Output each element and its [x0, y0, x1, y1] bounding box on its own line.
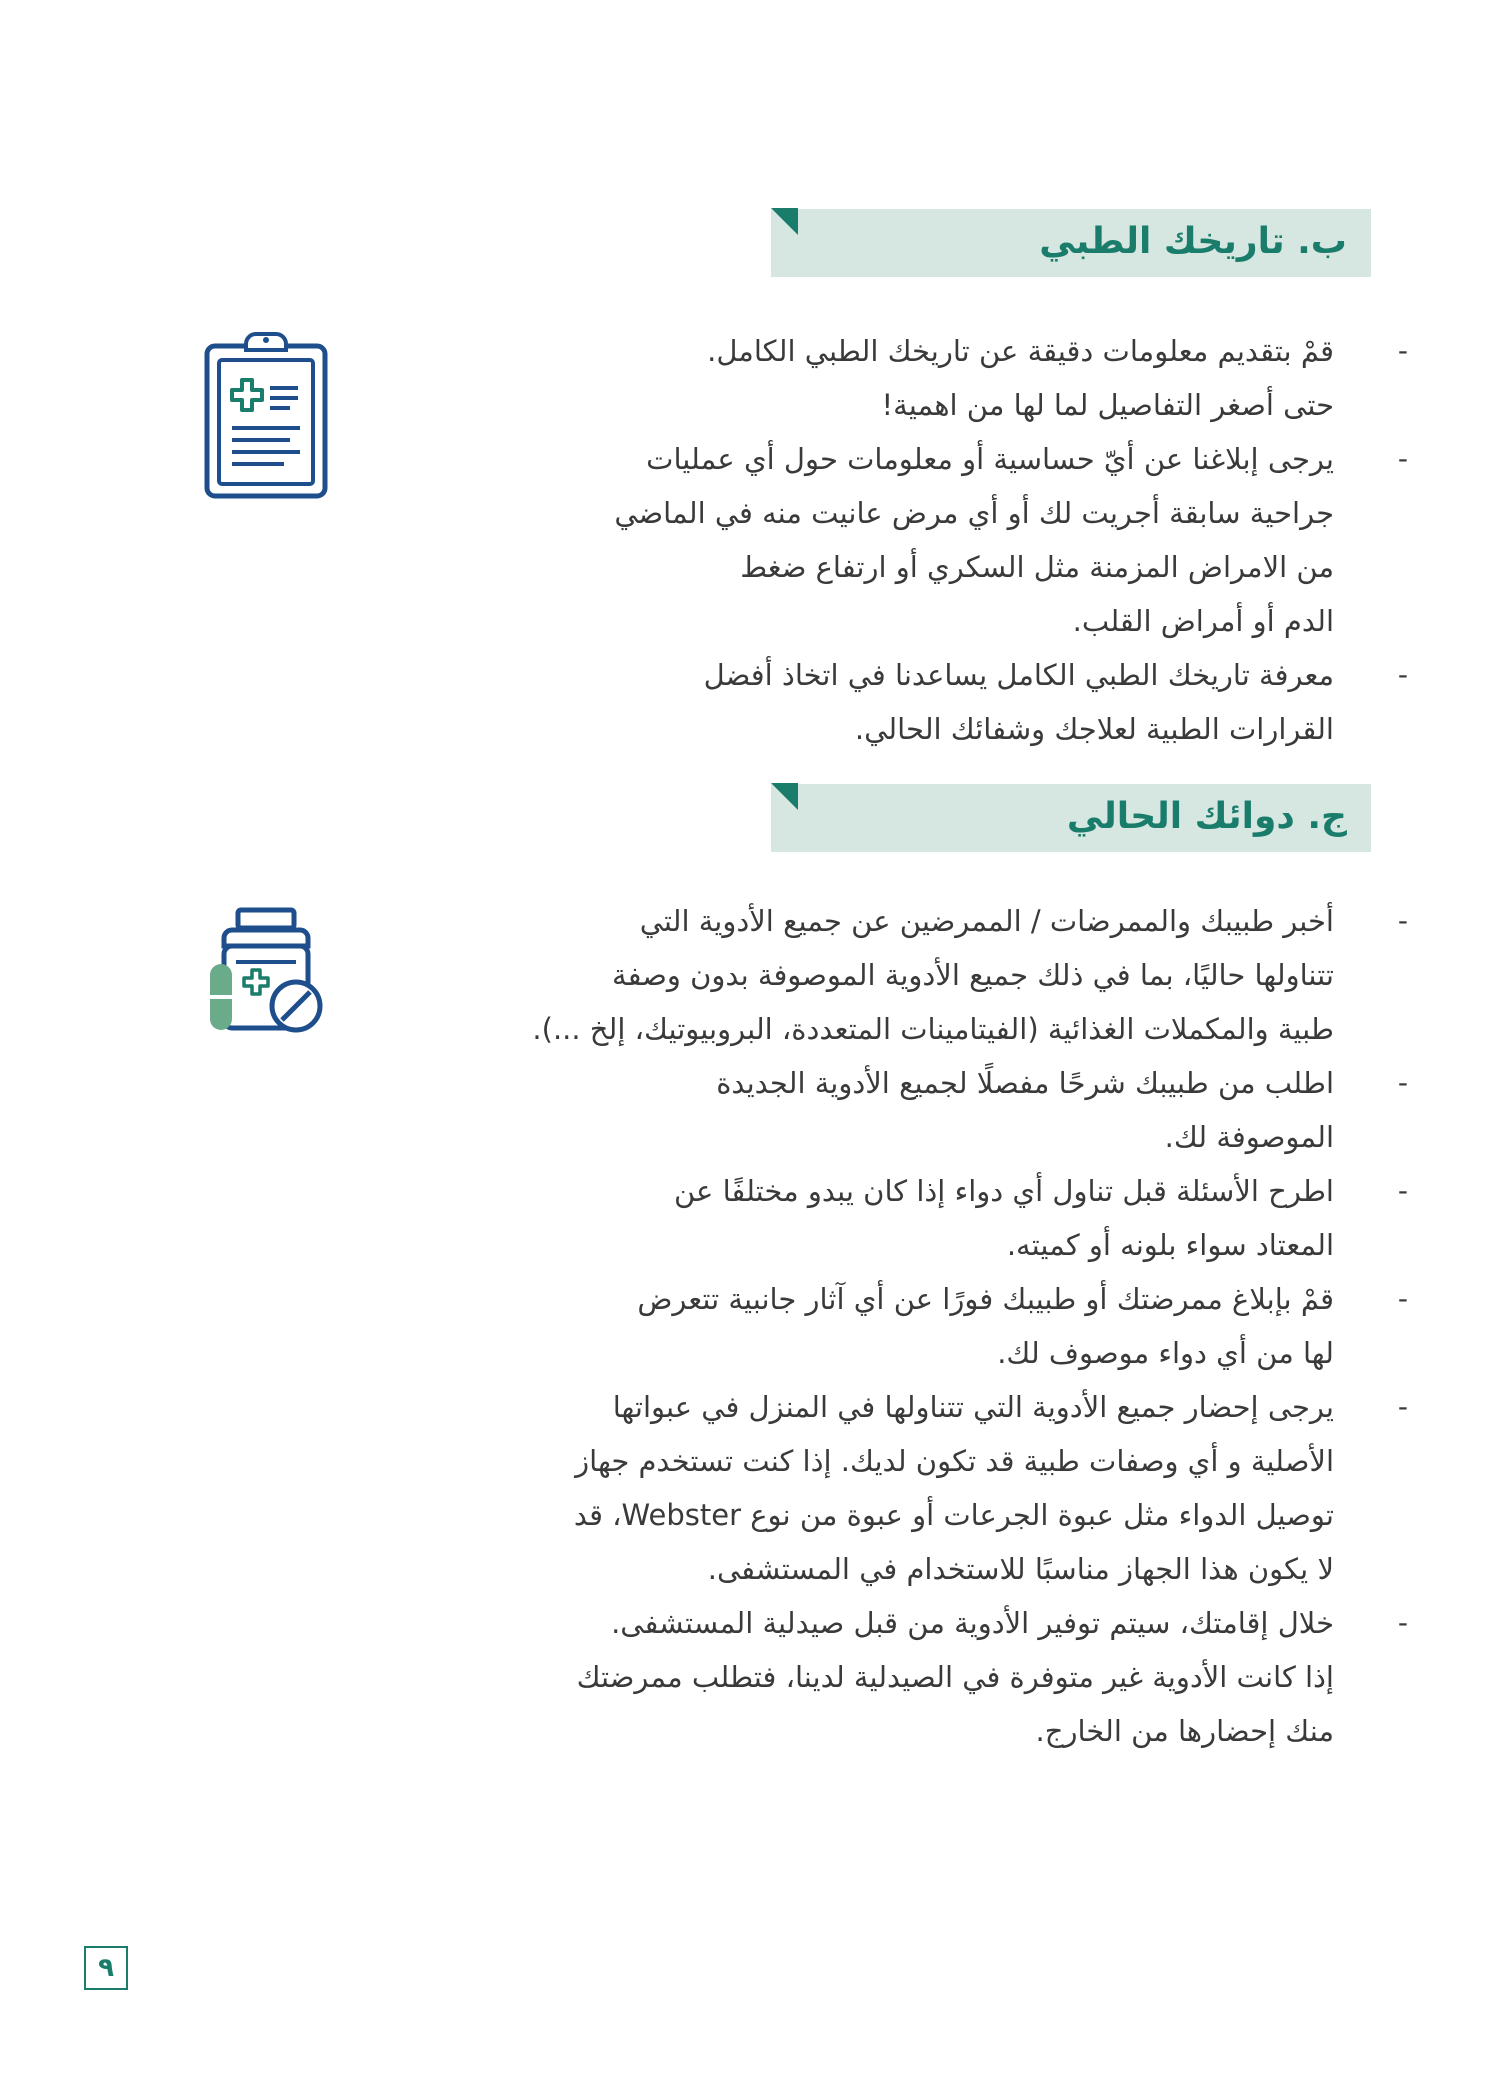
- list-marker: -: [1397, 904, 1408, 937]
- list-line: لا يكون هذا الجهاز مناسبًا للاستخدام في المستشفى.: [707, 1552, 1334, 1586]
- section-title: ج. دوائك الحالي: [1066, 796, 1347, 837]
- section-header-current-medication: [771, 784, 1371, 852]
- list-marker: -: [1397, 1066, 1408, 1099]
- medical-history-list: [614, 324, 1408, 756]
- list-item: [532, 894, 1408, 1056]
- list-line: الأصلية و أي وصفات طبية قد تكون لديك. إذا كنت تستخدم جهاز: [575, 1444, 1334, 1478]
- list-marker: -: [1397, 1606, 1408, 1639]
- list-item: [532, 1596, 1408, 1758]
- list-line: قمْ بتقديم معلومات دقيقة عن تاريخك الطبي الكامل.: [707, 334, 1334, 368]
- list-line: القرارات الطبية لعلاجك وشفائك الحالي.: [854, 712, 1334, 746]
- section-title: ب. تاريخك الطبي: [1039, 221, 1347, 262]
- list-line: جراحية سابقة أجريت لك أو أي مرض عانيت منه في الماضي: [614, 496, 1334, 530]
- list-marker: -: [1397, 1390, 1408, 1423]
- list-item: [532, 1056, 1408, 1164]
- list-marker: -: [1397, 334, 1408, 367]
- list-marker: -: [1397, 658, 1408, 691]
- list-line: خلال إقامتك، سيتم توفير الأدوية من قبل صيدلية المستشفى.: [611, 1606, 1334, 1640]
- list-line: الموصوفة لك.: [1164, 1120, 1334, 1154]
- list-line: من الامراض المزمنة مثل السكري أو ارتفاع ضغط: [740, 550, 1334, 584]
- section-header-medical-history: [771, 209, 1371, 277]
- list-item: [532, 1380, 1408, 1596]
- list-item: [614, 324, 1408, 432]
- list-line: يرجى إحضار جميع الأدوية التي تتناولها في المنزل في عبواتها: [612, 1390, 1334, 1424]
- list-line: منك إحضارها من الخارج.: [1035, 1714, 1334, 1748]
- list-item: [532, 1164, 1408, 1272]
- list-line: اطرح الأسئلة قبل تناول أي دواء إذا كان يبدو مختلفًا عن: [673, 1174, 1334, 1208]
- list-line: يرجى إبلاغنا عن أيّ حساسية أو معلومات حول أي عمليات: [646, 442, 1334, 476]
- current-medication-list: [532, 894, 1408, 1758]
- list-line: تتناولها حاليًا، بما في ذلك جميع الأدوية الموصوفة بدون وصفة: [612, 958, 1334, 992]
- list-item: [614, 432, 1408, 648]
- list-line: إذا كانت الأدوية غير متوفرة في الصيدلية لدينا، فتطلب ممرضتك: [576, 1660, 1334, 1694]
- list-line: حتى أصغر التفاصيل لما لها من اهمية!: [881, 388, 1334, 422]
- list-marker: -: [1397, 442, 1408, 475]
- list-marker: -: [1397, 1282, 1408, 1315]
- header-corner-triangle: [771, 783, 798, 810]
- list-line: المعتاد سواء بلونه أو كميته.: [1006, 1228, 1334, 1262]
- medicine-bottle-icon: [208, 904, 330, 1034]
- clipboard-medical-icon: [204, 328, 328, 500]
- list-line: اطلب من طبيبك شرحًا مفصلًا لجميع الأدوية الجديدة: [716, 1066, 1334, 1100]
- list-line: أخبر طبيبك والممرضات / الممرضين عن جميع الأدوية التي: [639, 904, 1334, 938]
- list-line: طبية والمكملات الغذائية (الفيتامينات المتعددة، البروبيوتيك، إلخ ...).: [532, 1012, 1334, 1046]
- list-line: قمْ بإبلاغ ممرضتك أو طبيبك فورًا عن أي آثار جانبية تتعرض: [637, 1282, 1334, 1316]
- list-line: لها من أي دواء موصوف لك.: [997, 1336, 1334, 1370]
- list-marker: -: [1397, 1174, 1408, 1207]
- page-number: ٩: [84, 1946, 128, 1990]
- list-item: [614, 648, 1408, 756]
- list-line: الدم أو أمراض القلب.: [1072, 604, 1334, 638]
- list-line: معرفة تاريخك الطبي الكامل يساعدنا في اتخاذ أفضل: [703, 658, 1334, 692]
- list-line: توصيل الدواء مثل عبوة الجرعات أو عبوة من نوع Webster، قد: [573, 1498, 1334, 1532]
- list-item: [532, 1272, 1408, 1380]
- header-corner-triangle: [771, 208, 798, 235]
